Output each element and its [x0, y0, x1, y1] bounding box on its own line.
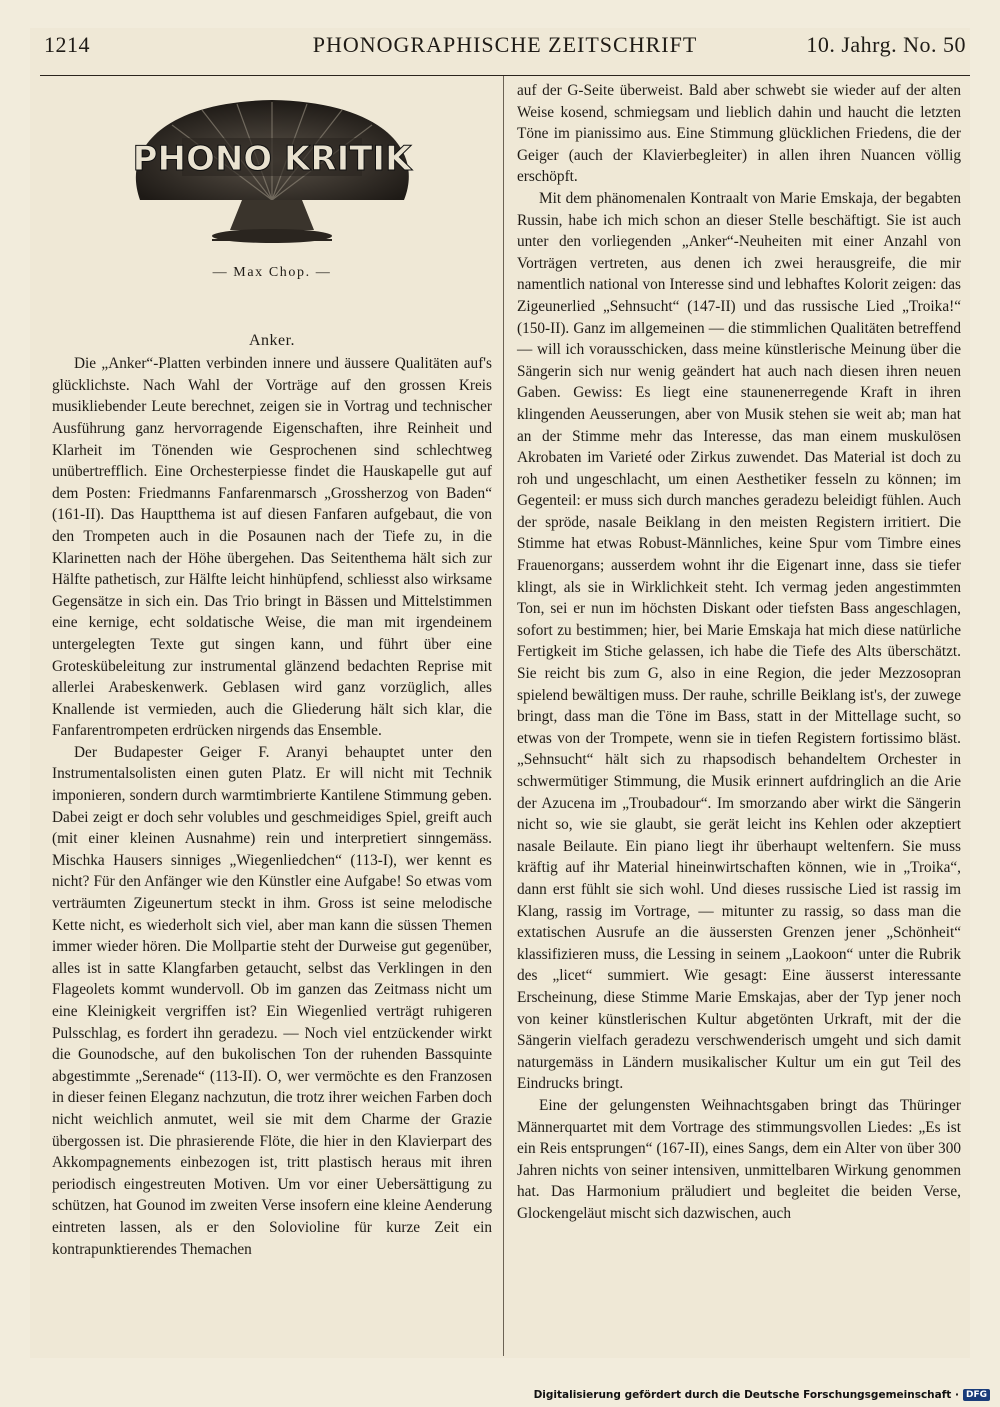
left-column — [52, 80, 492, 1260]
column-divider — [503, 76, 504, 1356]
phono-kritik-logo — [52, 80, 492, 260]
footer-text: Digitalisierung gefördert durch die Deutsche Forschungsgemeinschaft · — [533, 1389, 959, 1401]
logo-text: PHONO KRITIK — [132, 139, 412, 179]
page-number: 1214 — [44, 32, 90, 57]
article-paragraph: Die „Anker“-Platten verbinden innere und äussere Qualitäten auf's glücklichste. Nach Wahl der Vorträge auf den grossen Kreis musikliebender Leute berechnet, zeigen sie in Vortrag und technischer Ausführung ganz hervorragende Eigenschaften, ihre Reinheit und Klarheit im Tönenden wie Gesprochenen sind schlechtweg unübertrefflich. Eine Orchesterpiesse findet die Hauskapelle gut auf dem Posten: Friedmanns Fanfarenmarsch „Grossherzog von Baden“ (161-II). Das Hauptthema ist auf diesen Fanfaren aufgebaut, die von den Trompeten auch in die Posaunen nach der Tiefe zu, in die Klarinetten nach der Höhe übergehen. Das Seitenthema hält sich zur Hälfte pathetisch, zur Hälfte leicht hinhüpfend, schliesst also wirksame Gegensätze in sich ein. Das Trio bringt in Bässen und Mittelstimmen eine kernige, echt soldatische Weise, die man mit irgendeinem untergelegten Texte gut singen kann, und führt über eine Groteskübeleitung zur instrumental glänzend bedachten Reprise mit allerlei Arabeskenwerk. Geblasen wird ganz vorzüglich, alles Knallende ist vermieden, auch die Gliederung hält sich klar, die Fanfarentrompeten erdrücken nirgends das Ensemble. — [52, 355, 492, 740]
page — [30, 28, 970, 1358]
page-header — [44, 32, 966, 60]
header-rule — [40, 75, 970, 76]
article-paragraph: Mit dem phänomenalen Kontraalt von Marie Emskaja, der begabten Russin, habe ich mich schon an dieser Stelle beschäftigt. Sie ist auch unter den vorliegenden „Anker“-Neuheiten mit einer Anzahl von Vorträgen vertreten, aus denen ich zwei herausgreife, die mir namentlich national von Interesse sind und lebhaftes Kolorit zeigen: das Zigeunerlied „Sehnsucht“ (147-II) und das russische Lied „Troika!“ (150-II). Ganz im allgemeinen — die stimmlichen Qualitäten betreffend — will ich vorausschicken, dass meine künstlerische Meinung über die Sängerin sich nur wenig geändert hat auch nach diesen ihren neuen Gaben. Gewiss: Es liegt eine staunenerregende Kraft in ihren klingenden Aeusserungen, aber von Musik stehen sie weit ab; man hat an der Stimme mehr das Interesse, das man einem muskulösen Akrobaten im Varieté oder Zirkus zuwendet. Das Material ist doch zu roh und ungeschlacht, um einen Aesthetiker fesseln zu können; im Gegenteil: er muss sich durch manches geradezu beleidigt fühlen. Auch der spröde, nasale Beiklang in den meisten Registern irritiert. Die Stimme hat etwas Robust-Männliches, keine Spur vom Timbre eines Frauenorgans; ausserdem wohnt ihr die Eigenart inne, dass sie tiefer klingt, als sie in Wirklichkeit steht. Ich vermag jeden angestimmten Ton, sei er nun im höchsten Diskant oder tiefsten Bass angeschlagen, sofort zu bestimmen; hier, bei Marie Emskaja hat mich diese natürliche Fertigkeit im Stiche gelassen, ich habe die Tiefe des Alts überschätzt. Sie reicht bis zum G, also in eine Region, die jeder Mezzosopran spielend bewältigen muss. Der rauhe, schrille Beiklang ist's, der zuwege bringt, dass man die Töne im Bass, statt in der Mittellage sucht, so etwas von der Trompete, wenn sie in tiefen Registern fortissimo bläst. „Sehnsucht“ hält sich zu rhapsodisch behandeltem Orchester in schwermütiger Stimmung, die Musik erinnert aufdringlich an die Arie der Azucena im „Troubadour“. Im smorzando aber wirkt die Sängerin nicht so, wie sie glaubt, sie gerät leicht ins Kehlen oder akzeptiert nasale Beilaute. Ein piano liegt ihr überhaupt weltenfern. Sie muss kräftig auf ihr Material hineinwirtschaften können, wie in „Troika“, dann erst fühlt sie sich wohl. Und dieses russische Lied ist rassig im Klang, rassig im Vortrage, — mitunter zu rassig, so dass man die extatischen Ausrufe an die äussersten Grenzen jener „Schönheit“ klassifizieren muss, die Lessing in seinem „Laokoon“ unter die Rubrik des „licet“ summiert. Wie gesagt: Eine äusserst interessante Erscheinung, diese Stimme Marie Emskajas, aber der Typ jener noch von keiner künstlerischen Kultur abgetönten Urkraft, mit der die Sängerin vielfach geradezu verschwenderisch umgeht und sich damit naturgemäss in Ländern musikalischer Kultur um ein gut Teil des Eindrucks bringt. — [517, 189, 961, 1093]
article-paragraph: auf der G-Seite überweist. Bald aber schwebt sie wieder auf der alten Weise kosend, schmiegsam und lieblich dahin und haucht die letzten Töne im pianissimo aus. Eine Stimmung glücklichen Friedens, die der Geiger (auch der Klavierbegleiter) in allen ihren Nuancen völlig erschöpft. — [517, 82, 961, 186]
article-paragraph: Eine der gelungensten Weihnachtsgaben bringt das Thüringer Männerquartet mit dem Vortrage des stimmungsvollen Liedes: „Es ist ein Reis entsprungen“ (167-II), eines Sangs, dem ein Alter von über 300 Jahren nichts von seiner intensiven, unmittelbaren Wirkung genommen hat. Das Harmonium präludiert und begleitet die beiden Verse, Glockengeläut mischt sich dazwischen, auch — [517, 1096, 961, 1222]
article-paragraph: Der Budapester Geiger F. Aranyi behauptet unter den Instrumentalsolisten einen guten Platz. Er will nicht mit Technik imponieren, sondern durch warmtimbrierte Kantilene Stimmung geben. Dabei zeigt er doch sehr volubles und geschmeidiges Spiel, greift auch (mit einer kleinen Ausnahme) rein und interpretiert sinngemäss. Mischka Hausers sinniges „Wiegenliedchen“ (113-I), wer kennt es nicht? Für den Anfänger wie den Künstler eine Aufgabe! So etwas vom verträumten Zigeunertum steckt in ihm. Gross ist seine melodische Kette nicht, es wiederholt sich viel, aber man kann die süssen Themen immer wieder hören. Die Mollpartie steht der Durweise gut gegenüber, alles ist in satte Klangfarben getaucht, selbst das Verklingen in den Flageolets kommt wundervoll. Ob im ganzen das Zeitmass nicht um eine Kleinigkeit vergriffen ist? Ein Wiegenlied verträgt ruhigeren Pulsschlag, es fordert ihn geradezu. — Noch viel entzückender wirkt die Gounodsche, auf den bukolischen Ton der ruhenden Bassquinte abgestimmte „Serenade“ (113-II). O, wer vermöchte es den Franzosen in dieser feinen Eleganz nachzutun, die trotz ihrer weichen Farben doch nicht weichlich anmutet, weil sie mit dem Charme der Grazie übergossen ist. Die phrasierende Flöte, die hier in den Klavierpart des Akkompagnements einbezogen ist, tritt plastisch heraus mit ihren periodisch eingestreuten Motiven. Um vor einer Uebersättigung zu schützen, hat Gounod im zweiten Verse insofern eine kleine Aenderung eintreten lassen, als er den Solovioline für kurze Zeit ein kontrapunktierendes Themachen — [52, 743, 492, 1258]
right-column — [517, 80, 961, 1224]
dfg-logo-icon: DFG — [963, 1389, 990, 1401]
byline: — Max Chop. — — [212, 265, 332, 280]
digitization-footer — [534, 1389, 990, 1401]
issue-label: 10. Jahrg. No. 50 — [806, 32, 966, 57]
journal-title: PHONOGRAPHISCHE ZEITSCHRIFT — [312, 32, 698, 57]
section-title: Anker. — [248, 331, 296, 349]
